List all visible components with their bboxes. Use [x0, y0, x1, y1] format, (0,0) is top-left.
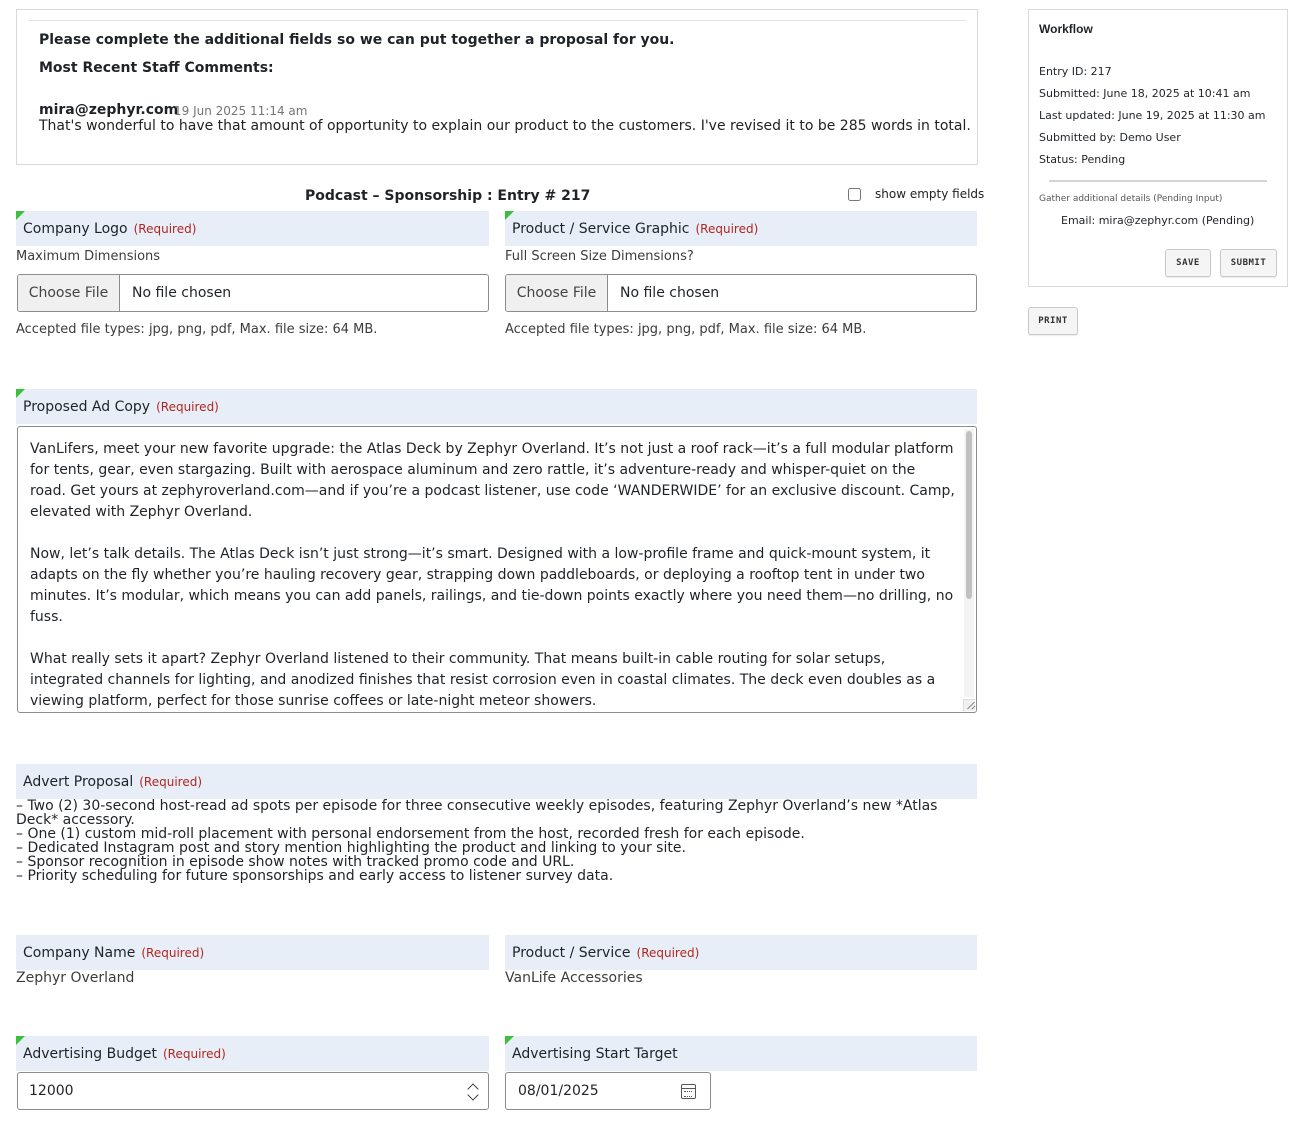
company-logo-file-input[interactable]	[17, 274, 489, 312]
product-service-value: VanLife Accessories	[505, 970, 643, 986]
required-marker	[16, 211, 25, 220]
last-updated: Last updated: June 19, 2025 at 11:30 am	[1039, 109, 1266, 122]
proposal-line: – One (1) custom mid-roll placement with personal endorsement from the host, recorded fresh for each episode.	[16, 826, 805, 842]
show-empty-label: show empty fields	[875, 187, 985, 201]
field-header-company-name	[16, 935, 489, 970]
resize-handle-icon[interactable]	[963, 699, 975, 711]
required-marker	[505, 211, 514, 220]
field-header-start-target	[505, 1036, 977, 1071]
choose-file-button[interactable]: Choose File	[506, 275, 608, 311]
comments-heading: Most Recent Staff Comments:	[39, 60, 274, 76]
required-tag: (Required)	[156, 399, 219, 414]
workflow-title: Workflow	[1039, 22, 1093, 36]
field-label: Company Logo	[23, 220, 128, 237]
company-name-value: Zephyr Overland	[16, 970, 135, 986]
print-button[interactable]: PRINT	[1028, 307, 1078, 335]
required-tag: (Required)	[163, 1046, 226, 1061]
advert-proposal-text	[16, 799, 956, 883]
budget-input[interactable]	[17, 1072, 489, 1110]
required-marker	[16, 389, 25, 398]
scrollbar[interactable]	[964, 429, 974, 697]
product-graphic-file-input[interactable]	[505, 274, 977, 312]
proposal-line: – Priority scheduling for future sponsorships and early access to listener survey data.	[16, 868, 614, 884]
required-tag: (Required)	[695, 221, 759, 236]
required-tag: (Required)	[133, 221, 197, 236]
save-button[interactable]: SAVE	[1165, 249, 1211, 277]
file-name: No file chosen	[132, 285, 232, 301]
workflow-step-email: Email: mira@zephyr.com (Pending)	[1061, 214, 1255, 227]
comment-text: That's wonderful to have that amount of opportunity to explain our product to the customers. I've revised it to be 285 words in total.	[39, 118, 971, 134]
required-marker	[505, 1036, 514, 1045]
submit-button[interactable]: SUBMIT	[1220, 249, 1277, 277]
submitted-date: Submitted: June 18, 2025 at 10:41 am	[1039, 87, 1251, 100]
spinner-icon[interactable]	[468, 1082, 478, 1100]
choose-file-button[interactable]: Choose File	[18, 275, 120, 311]
field-header-company-logo	[16, 211, 489, 246]
field-label: Advertising Start Target	[512, 1045, 678, 1062]
scrollbar-thumb[interactable]	[966, 431, 972, 599]
field-description: Full Screen Size Dimensions?	[505, 249, 694, 264]
status: Status: Pending	[1039, 153, 1126, 166]
field-header-product-service	[505, 935, 977, 970]
workflow-panel	[1028, 9, 1288, 287]
submitted-by: Submitted by: Demo User	[1039, 131, 1181, 144]
required-tag: (Required)	[636, 945, 700, 960]
field-label: Product / Service Graphic	[512, 220, 690, 237]
workflow-step: Gather additional details (Pending Input)	[1039, 194, 1223, 204]
staff-notice	[16, 9, 978, 165]
field-label: Advert Proposal	[23, 773, 134, 790]
field-header-ad-copy	[16, 389, 977, 424]
required-marker	[16, 1036, 25, 1045]
start-date-input[interactable]	[505, 1072, 711, 1110]
ad-copy-textarea[interactable]	[17, 426, 977, 713]
budget-value: 12000	[29, 1083, 74, 1099]
divider	[28, 20, 966, 21]
entry-id: Entry ID: 217	[1039, 65, 1112, 78]
field-header-budget	[16, 1036, 489, 1071]
field-label: Proposed Ad Copy	[23, 398, 151, 415]
show-empty-toggle[interactable]	[848, 187, 984, 201]
field-header-product-graphic	[505, 211, 977, 246]
comment-user: mira@zephyr.com	[39, 102, 179, 118]
proposal-line: – Sponsor recognition in episode show notes with tracked promo code and URL.	[16, 854, 575, 870]
required-tag: (Required)	[139, 774, 203, 789]
show-empty-checkbox[interactable]	[848, 188, 861, 201]
comment-date: 19 Jun 2025 11:14 am	[174, 104, 308, 118]
proposal-line: – Dedicated Instagram post and story mention highlighting the product and linking to your site.	[16, 840, 686, 856]
accepted-file-types: Accepted file types: jpg, png, pdf, Max. file size: 64 MB.	[16, 322, 378, 337]
notice-message: Please complete the additional fields so we can put together a proposal for you.	[39, 32, 675, 48]
field-header-advert-proposal	[16, 764, 977, 799]
proposal-line: – Two (2) 30-second host-read ad spots per episode for three consecutive weekly episodes, featuring Zephyr Overland’s new *Atlas Deck* accessory.	[16, 798, 938, 828]
divider	[1049, 180, 1267, 182]
calendar-icon[interactable]	[681, 1084, 696, 1099]
entry-title: Podcast – Sponsorship : Entry # 217	[305, 188, 591, 204]
start-date-value: 08/01/2025	[518, 1083, 599, 1099]
field-label: Product / Service	[512, 944, 631, 961]
ad-copy-text[interactable]: VanLifers, meet your new favorite upgrade: the Atlas Deck by Zephyr Overland. It’s not just a roof rack—it’s a full modular platform for tents, gear, even stargazing. Built with aerospace aluminum and zero rattle, it’s adventure-ready and whisper-quiet on the road. Get yours at zephyroverland.com—and if you’re a podcast listener, use code ‘WANDERWIDE’ for an exclusive discount. Camp, elevated with Zephyr Overland. Now, let’s talk details. The Atlas Deck isn’t just strong—it’s smart. Designed with a low-profile frame and quick-mount system, it adapts on the fly whether you’re hauling recovery gear, strapping down paddleboards, or deploying a rooftop tent in under two minutes. It’s modular, which means you can add panels, railings, and tie-down points exactly where you need them—no drilling, no fuss. What really sets it apart? Zephyr Overland listened to their community. That means built-in cable routing for solar setups, integrated channels for lighting, and anodized finishes that resist corrosion even in coastal climates. The deck even doubles as a viewing platform, perfect for those sunrise coffees or late-night meteor showers.	[30, 441, 955, 709]
accepted-file-types: Accepted file types: jpg, png, pdf, Max. file size: 64 MB.	[505, 322, 867, 337]
field-label: Advertising Budget	[23, 1045, 157, 1062]
file-name: No file chosen	[620, 285, 720, 301]
field-description: Maximum Dimensions	[16, 249, 161, 264]
field-label: Company Name	[23, 944, 136, 961]
required-tag: (Required)	[141, 945, 205, 960]
